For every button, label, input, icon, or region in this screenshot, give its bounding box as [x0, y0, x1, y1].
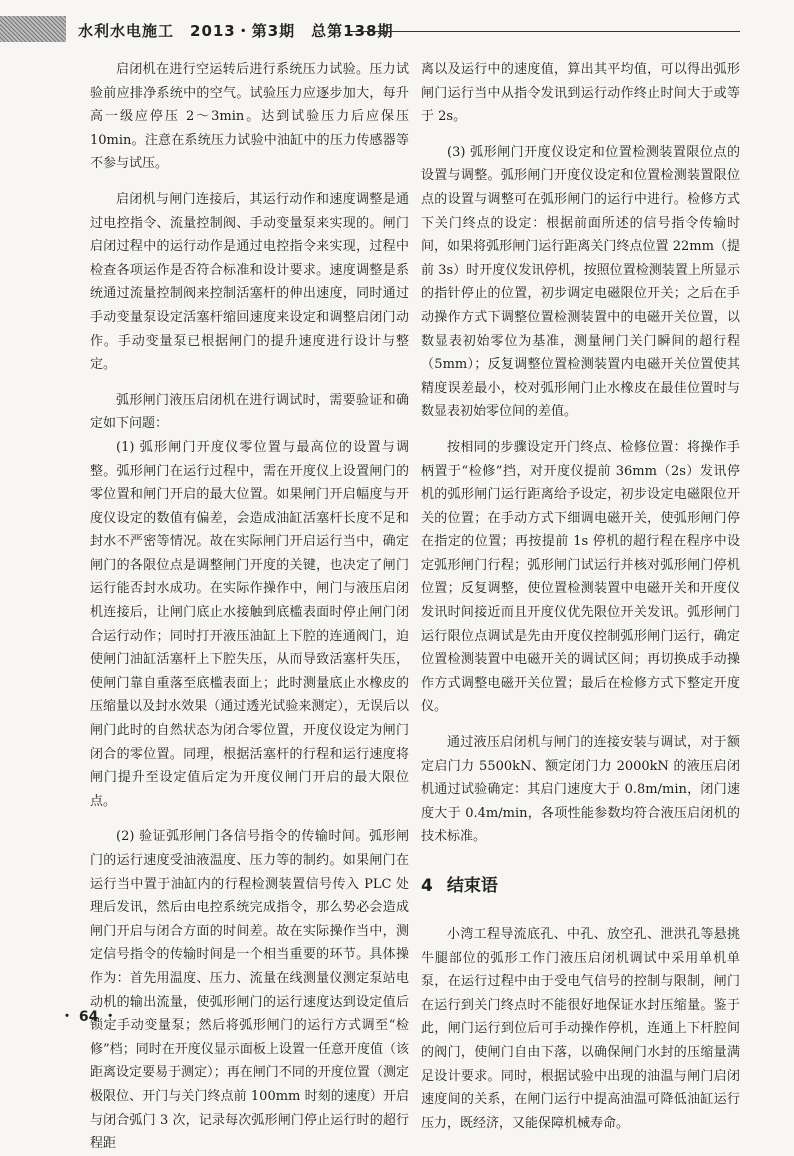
paragraph: 小湾工程导流底孔、中孔、放空孔、泄洪孔等悬挑牛腿部位的弧形工作门液压启闭机调试中采用单机单泵，在运行过程中由于受电气信号的控制与限制，闸门在运行到关门终点时不能很好地保证水封压缩量。鉴于此，闸门运行到位后可手动操作停机，连通上下杆腔间的阀门，使闸门自由下落，以确保闸门水封的压缩量满足设计要求。同时，根据试验中出现的油温与闸门启闭速度间的关系，在闸门运行中提高油温可降低油缸运行压力，既经济，又能保障机械寿命。 [421, 927, 740, 1131]
paragraph: 启闭机与闸门连接后，其运行动作和速度调整是通过电控指令、流量控制阀、手动变量泵来实现的。闸门启闭过程中的运行动作是通过电控指令来实现，过程中检查各项运作是否符合标准和设计要求。速度调整是系统通过流量控制阀来控制活塞杆的伸出速度，同时通过手动变量泵设定活塞杆缩回速度来设定和调整启闭门动作。手动变量泵已根据闸门的提升速度进行设计与整定。 [90, 191, 409, 373]
paragraph-continued: 离以及运行中的速度值，算出其平均值，可以得出弧形闸门运行当中从指令发讯到运行动作终止时间大于或等于 2s。 [421, 62, 740, 125]
journal-header: 水利水电施工 2013・第3期 总第138期 [78, 22, 394, 40]
running-header [0, 14, 794, 44]
paragraph: (3) 弧形闸门开度仪设定和位置检测装置限位点的设置与调整。弧形闸门开度仪设定和位置检测装置限位点的设置与调整可在弧形闸门的运行中进行。检修方式下关门终点的设定：根据前面所述的信号指令传输时间，如果将弧形闸门运行距离关门终点位置 22mm（提前 3s）时开度仪发讯停机，按照位置检测装置上所显示的指针停止的位置，初步调定电磁限位开关；之后在手动操作方式下调整位置检测装置中的电磁开关位置，以数显表初始零位为基准，测量闸门关门瞬间的超行程（5mm）；反复调整位置检测装置内电磁开关位置使其精度误差最小，校对弧形闸门止水橡皮在最佳位置时与数显表初始零位间的差值。 [421, 144, 740, 420]
header-rule [350, 31, 740, 32]
paragraph: 通过液压启闭机与闸门的连接安装与调试，对于额定启门力 5500kN、额定闭门力 2000kN 的液压启闭机通过试验确定：其启门速度大于 0.8m/min，闭门速度大于 0.4m/min，各项性能参数均符合液压启闭机的技术标准。 [421, 735, 740, 845]
paragraph: 按相同的步骤设定开门终点、检修位置：将操作手柄置于“检修”挡，对开度仪提前 36mm（2s）发讯停机的弧形闸门运行距离给予设定，初步设定电磁限位开关的位置；在手动方式下细调电磁开关，使弧形闸门停在指定的位置；再按提前 1s 停机的超行程在程序中设定弧形闸门行程；弧形闸门试运行并核对弧形闸门停机位置；反复调整，使位置检测装置中电磁开关和开度仪发讯时间接近而且开度仪优先限位开关发讯。弧形闸门运行限位点调试是先由开度仪控制弧形闸门运行，确定位置检测装置中电磁开关的调试区间；再切换成手动操作方式调整电磁开关位置；最后在检修方式下整定开度仪。 [421, 439, 740, 715]
section-heading [421, 875, 740, 897]
paragraph: 弧形闸门液压启闭机在进行调试时，需要验证和确定如下问题： [90, 392, 409, 432]
page-number: ・ 64 ・ [60, 1009, 118, 1025]
section-number: 4 [421, 876, 433, 896]
header-texture-block [0, 16, 66, 42]
paragraph: (1) 弧形闸门开度仪零位置与最高位的设置与调整。弧形闸门在运行过程中，需在开度仪上设置闸门的零位置和闸门开启的最大位置。如果闸门开启幅度与开度仪设定的数值有偏差，会造成油缸活塞杆长度不足和封水不严密等情况。故在实际闸门开启运行当中，确定闸门的各限位点是调整闸门开度的关键，也决定了闸门运行能否封水成功。在实际作操作中，闸门与液压启闭机连接后，让闸门底止水接触到底槛表面时停止闸门闭合运行动作；同时打开液压油缸上下腔的连通阀门，迫使闸门油缸活塞杆上下腔失压，从而导致活塞杆失压，使闸门靠自重落至底槛表面上；此时测量底止水橡皮的压缩量以及封水效果（通过透光试验来测定），无误后以闸门此时的自然状态为闭合零位置，开度仪设定为闸门闭合的零位置。同理，根据活塞杆的行程和运行速度将闸门提升至设定值后定为开度仪闸门开启的最大限位点。 [90, 439, 409, 809]
left-column [90, 58, 409, 1156]
paragraph: (2) 验证弧形闸门各信号指令的传输时间。弧形闸门的运行速度受油液温度、压力等的制约。如果闸门在运行当中置于油缸内的行程检测装置信号传入 PLC 处理后发讯，然后由电控系统完成指令，那么势必会造成闸门开启与闭合方面的时间差。故在实际操作当中，测定信号指令的传输时间是一个相当重要的环节。具体操作为：首先用温度、压力、流量在线测量仪测定泵站电动机的输出流量，使弧形闸门的运行速度达到设定值后锁定手动变量泵；然后将弧形闸门的运行方式调至“检修”档；同时在开度仪显示面板上设置一任意开度值（该距离设定要易于测定）；再在闸门不同的开度位置（测定极限位、开门与关门终点前 100mm 时刻的速度）开启与闭合弧门 3 次，记录每次弧形闸门停止运行时的超行程距 [90, 829, 409, 1152]
section-title-text: 结束语 [446, 876, 498, 896]
paragraph: 启闭机在进行空运转后进行系统压力试验。压力试验前应排净系统中的空气。试验压力应逐步加大，每升高一级应停压 2～3min。达到试验压力后应保压 10min。注意在系统压力试验中油缸中的压力传感器等不参与试压。 [90, 62, 409, 172]
right-column [421, 58, 740, 1135]
